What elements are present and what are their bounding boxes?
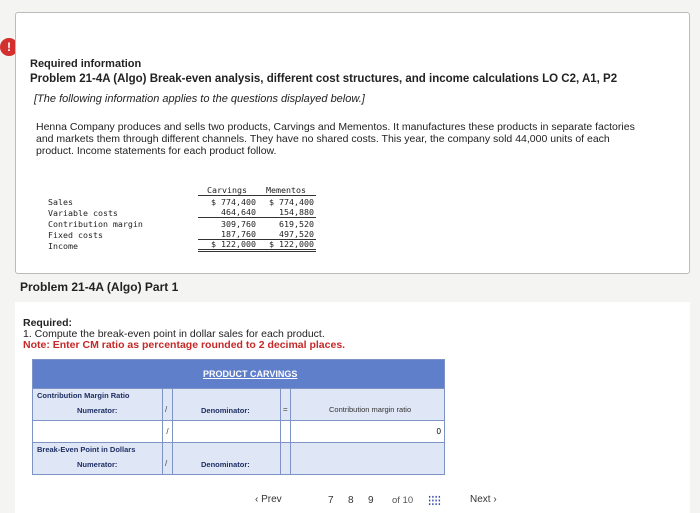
table-row: Fixed costs 187,760 497,520 [48,229,314,240]
required-information-panel [15,12,690,274]
page-9-link[interactable]: 9 [368,495,374,506]
required-label: Required: [23,317,73,329]
break-even-label-row [33,442,444,474]
chevron-left-icon: ‹ [255,494,259,505]
divide-sign: / [163,421,173,442]
table-row: Contribution margin 309,760 619,520 [48,218,314,229]
cm-numerator-input[interactable] [33,421,162,442]
chevron-right-icon: › [493,494,497,505]
divide-sign: / [165,405,168,414]
income-table-header [48,185,316,196]
numerator-label: Numerator: [77,406,118,415]
table-row: Income $ 122,000 $ 122,000 [48,239,314,251]
page-total: of 10 [392,495,414,506]
table-header [33,360,444,388]
part-title: Problem 21-4A (Algo) Part 1 [20,280,179,294]
divide-sign: / [165,459,168,468]
info-note: [The following information applies to the questions displayed below.] [34,93,365,105]
question-work-area [15,302,690,513]
table-row: Variable costs 464,640 154,880 [48,207,314,218]
required-info-label: Required information [30,58,142,70]
break-even-section-title: Break-Even Point in Dollars [37,445,136,454]
cm-ratio-section-title: Contribution Margin Ratio [37,391,130,400]
page-7-link[interactable]: 7 [328,495,334,506]
next-button[interactable]: Next › [470,494,497,505]
table-row: Sales $ 774,400 $ 774,400 [48,196,314,207]
required-note: Note: Enter CM ratio as percentage rounded to 2 decimal places. [23,339,346,351]
cm-denominator-input[interactable] [173,421,280,442]
denominator-label: Denominator: [201,460,250,469]
alert-icon: ! [0,38,18,56]
cm-ratio-result-input[interactable] [291,421,444,442]
page-8-link[interactable]: 8 [348,495,354,506]
product-carvings-table [32,359,445,475]
header-carvings: Carvings [198,185,258,196]
cm-ratio-input-row [33,420,444,442]
grid-icon[interactable] [428,495,441,506]
problem-description: Henna Company produces and sells two products, Carvings and Mementos. It manufactures these products in separate factories and markets them through different channels. They have no shared costs. This year, the company sold 44,000 units of each product. Income statements for each product follow. [36,121,635,157]
numerator-label: Numerator: [77,460,118,469]
cm-ratio-label-row [33,388,444,420]
denominator-label: Denominator: [201,406,250,415]
pagination [15,492,690,510]
product-carvings-heading: PRODUCT CARVINGS [203,369,298,379]
income-statement-table [48,185,316,251]
problem-title: Problem 21-4A (Algo) Break-even analysis, different cost structures, and income calculations LO C2, A1, P2 [30,73,618,85]
required-text: 1. Compute the break-even point in dollar sales for each product. [23,328,325,340]
header-mementos: Mementos [258,185,316,196]
cm-ratio-result-label: Contribution margin ratio [329,405,412,414]
prev-button[interactable]: ‹ Prev [255,494,282,505]
equals-sign: = [283,405,288,414]
